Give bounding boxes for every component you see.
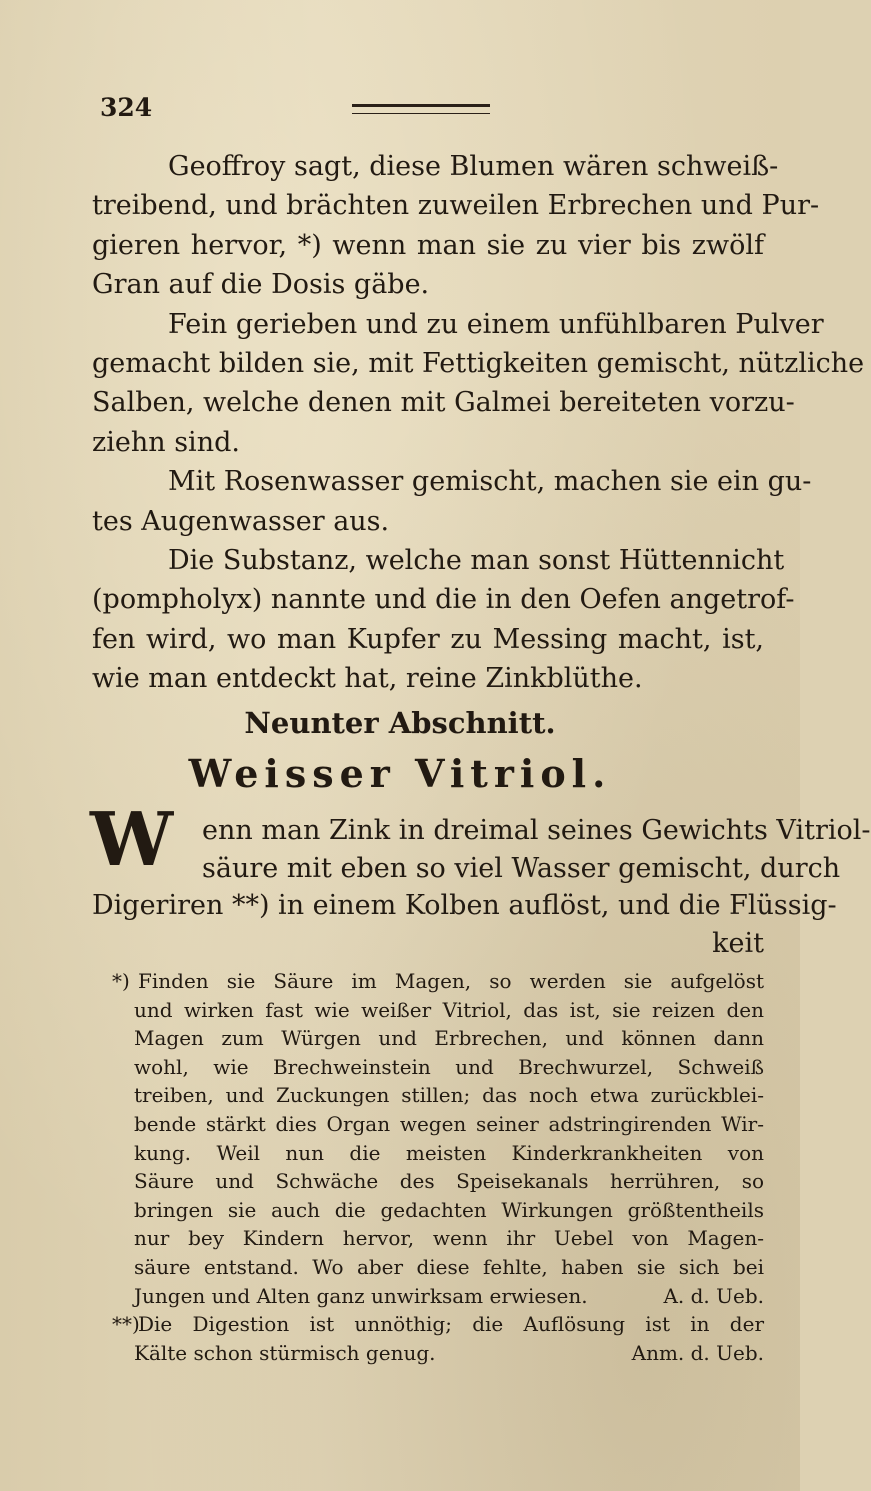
section-heading: Neunter Abschnitt. <box>244 706 556 740</box>
text-line: säure mit eben so viel Wasser gemischt, durch <box>202 852 841 884</box>
text-line: tes Augenwasser aus. <box>92 505 390 537</box>
footnote-line: bringen sie auch die gedachten Wirkungen größtentheils <box>134 1197 764 1222</box>
text-line: treibend, und brächten zuweilen Erbrechen und Pur- <box>92 190 820 222</box>
footnote-line: wohl, wie Brechweinstein und Brechwurzel, Schweiß <box>134 1054 764 1079</box>
text-line: (pompholyx) nannte und die in den Oefen angetrof- <box>92 584 795 616</box>
footnote-line: säure entstand. Wo aber diese fehlte, haben sie sich bei <box>134 1254 764 1279</box>
footnote-line <box>112 1339 764 1368</box>
text-line: wie man entdeckt hat, reine Zinkblüthe. <box>92 663 643 695</box>
footnote-line: und wirken fast wie weißer Vitriol, das ist, sie reizen den <box>134 997 764 1022</box>
catchword: keit <box>712 927 764 959</box>
text-line: gieren hervor, *) wenn man sie zu vier bis zwölf <box>92 229 764 261</box>
footnotes <box>112 967 764 1367</box>
footnote-text: Kälte schon stürmisch genug. <box>134 1340 436 1365</box>
footnote-line: bende stärkt dies Organ wegen seiner adstringirenden Wir- <box>134 1111 764 1136</box>
text-line: fen wird, wo man Kupfer zu Messing macht, ist, <box>92 623 764 655</box>
footnote-text: Die Digestion ist unnöthig; die Auflösung ist in der <box>138 1312 764 1337</box>
footnote-text: Finden sie Säure im Magen, so werden sie aufgelöst <box>138 969 764 993</box>
text-line: enn man Zink in dreimal seines Gewichts Vitriol- <box>202 815 871 846</box>
footnote-line: nur bey Kindern hervor, wenn ihr Uebel von Magen- <box>134 1226 764 1251</box>
text-line: Salben, welche denen mit Galmei bereiteten vorzu- <box>92 387 795 419</box>
footnote-marker: **) <box>112 1312 140 1337</box>
footnote-line: Säure und Schwäche des Speisekanals herrühren, so <box>134 1169 764 1194</box>
translator-note: Anm. d. Ueb. <box>631 1340 764 1365</box>
footnote-line <box>112 967 764 996</box>
text-line: Gran auf die Dosis gäbe. <box>92 269 430 301</box>
chapter-paragraph <box>92 812 871 962</box>
drop-cap: W <box>90 797 174 883</box>
text-line: Mit Rosenwasser gemischt, machen sie ein gu- <box>168 466 812 498</box>
chapter-title: Weisser Vitriol. <box>188 751 612 796</box>
text-line: Geoffroy sagt, diese Blumen wären schweiß- <box>168 151 779 182</box>
footnote-line <box>112 1282 764 1311</box>
header-rule <box>352 104 490 114</box>
page-number: 324 <box>100 93 153 122</box>
translator-note: A. d. Ueb. <box>663 1283 764 1308</box>
footnote-line: treiben, und Zuckungen stillen; das noch etwa zurückblei- <box>134 1083 764 1108</box>
footnote-line <box>112 1310 764 1339</box>
text-line: Digeriren **) in einem Kolben auflöst, und die Flüssig- <box>92 890 837 921</box>
text-line: gemacht bilden sie, mit Fettigkeiten gemischt, nützliche <box>92 348 865 380</box>
text-line: ziehn sind. <box>92 426 240 458</box>
body-text <box>92 147 865 699</box>
footnote-text: Jungen und Alten ganz unwirksam erwiesen. <box>134 1283 588 1308</box>
footnote-line: Magen zum Würgen und Erbrechen, und können dann <box>134 1026 764 1051</box>
text-line: Die Substanz, welche man sonst Hüttennicht <box>168 545 785 577</box>
text-line: Fein gerieben und zu einem unfühlbaren Pulver <box>168 308 824 340</box>
footnote-marker: *) <box>112 969 130 993</box>
footnote-line: kung. Weil nun die meisten Kinderkrankheiten von <box>134 1140 764 1165</box>
